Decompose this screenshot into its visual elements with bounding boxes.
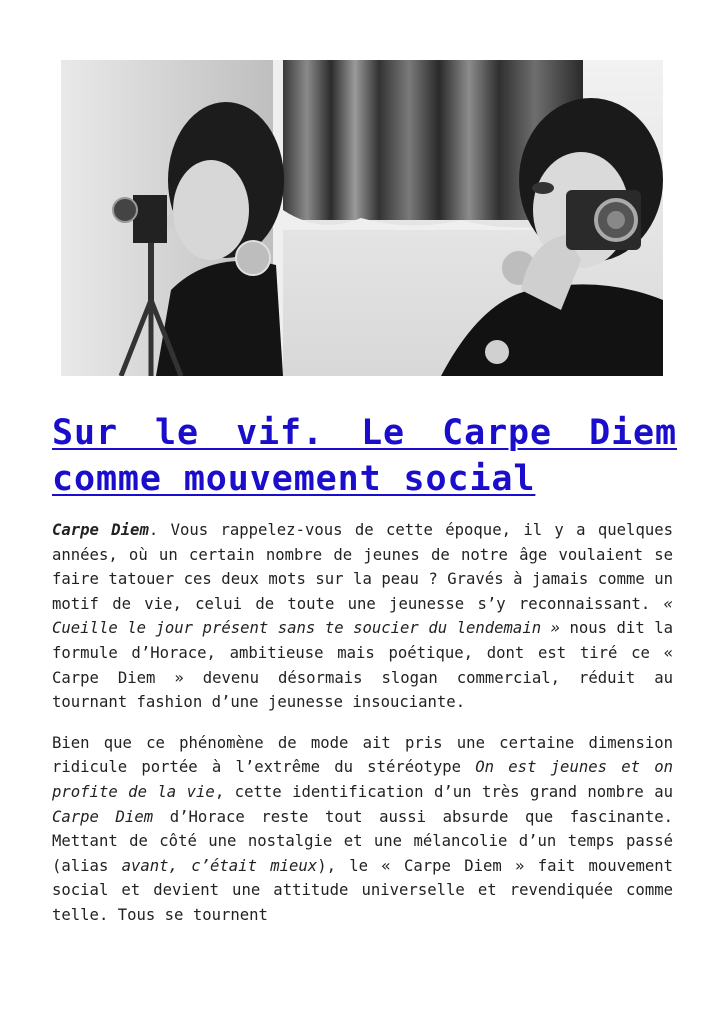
article-body [52,518,673,944]
horace-quote: « Cueille le jour présent sans te soucier du lendemain » [52,594,673,638]
featured-photo [61,60,663,376]
article-title-link[interactable]: Sur le vif. Le Carpe Diem comme mouvement social [52,413,677,499]
self-portrait-mirror-image [61,60,663,376]
paragraph-2: Bien que ce phénomène de mode ait pris une certaine dimension ridicule portée à l’extrême du stéréotype On est jeunes et on profite de la vie, cette identification d’un très grand nombre au Carpe Diem d’Horace reste tout aussi absurde que fascinante. Mettant de côté une nostalgie et une mélancolie d’un temps passé (alias avant, c’était mieux), le « Carpe Diem » fait mouvement social et devient une attitude universelle et revendiquée comme telle. Tous se tournent [52,733,674,924]
paragraph-1: Carpe Diem. Vous rappelez-vous de cette époque, il y a quelques années, où un certain nombre de jeunes de notre âge voulaient se faire tatouer ces deux mots sur la peau ? Gravés à jamais comme un motif de vie, celui de toute une jeunesse s’y reconnaissant. « Cueille le jour présent sans te soucier du lendemain » nous dit la formule d’Horace, ambitieuse mais poétique, dont est tiré ce « Carpe Diem » devenu désormais slogan commercial, réduit au tournant fashion d’une jeunesse insouciante. [52,521,673,712]
lead-term: Carpe Diem [52,521,149,539]
